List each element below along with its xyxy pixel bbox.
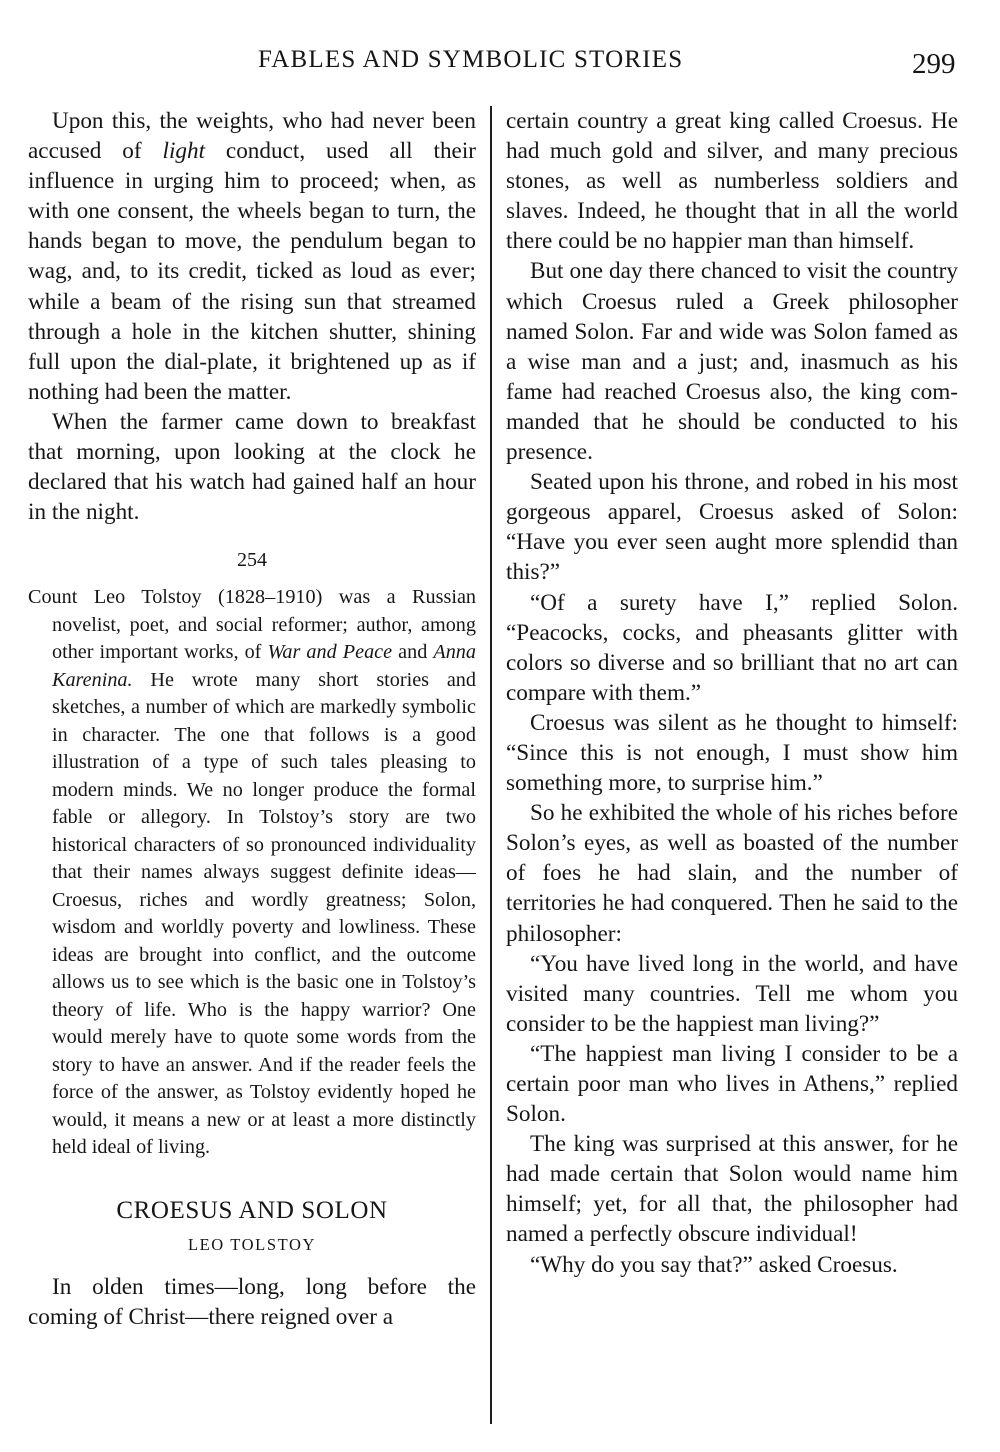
- emphasis-title: Anna Karenina.: [52, 641, 476, 691]
- story-opening: In olden times—long, long before the coming of Christ—there reigned over a: [28, 1274, 476, 1331]
- left-column: [28, 106, 476, 1436]
- paragraph-farmer: When the farmer came down to breakfast that morning, upon looking at the clock he declared that his watch had gained half an hour in the night.: [28, 408, 476, 526]
- paragraph: So he exhibited the whole of his riches before Solon’s eyes, as well as boasted of the number of foes he had slain, and the number of territories he had conquered. Then he said to the philosopher:: [506, 800, 958, 947]
- paragraph: certain country a great king called Croesus. He had much gold and silver, and many precious stones, as well as numberless soldiers and slaves. Indeed, he thought that in all the world there could be no happier man than himself.: [506, 108, 958, 255]
- text-run: and: [392, 641, 434, 664]
- page-header: [0, 46, 1000, 86]
- running-title: FABLES AND SYMBOLIC STORIES: [258, 46, 684, 73]
- right-column: [506, 106, 958, 1436]
- story-title: CROESUS AND SOLON: [116, 1196, 388, 1224]
- paragraph: “Why do you say that?” asked Croesus.: [530, 1251, 898, 1278]
- text-run: Count Leo Tolstoy (1828–1910) was a Russian novelist, poet, and social reformer; author, among other important works, of: [28, 586, 476, 664]
- column-rule: [490, 106, 492, 1424]
- paragraph: “Of a surety have I,” replied Solon. “Peacocks, cocks, and pheasants glitter with colors so diverse and so brilliant that no art can compare with them.”: [506, 589, 958, 706]
- paragraph: “The happiest man living I consider to be a certain poor man who lives in Athens,” replied Solon.: [506, 1040, 958, 1128]
- story-author: LEO TOLSTOY: [187, 1235, 317, 1254]
- page-number: 299: [912, 48, 956, 80]
- paragraph-weights: [28, 106, 476, 407]
- text-run: He wrote many short stories and sketches, a number of which are markedly symbolic in character. The one that follows is a good illustration of a type of such tales pleasing to modern minds. We no longer produce the formal fable or allegory. In Tolstoy’s story are two historical characters of so pronounced individuality that their names always suggest definite ideas—Croesus, riches and wordly greatness; Solon, wisdom and worldly poverty and lowliness. These ideas are brought into conflict, and the outcome allows us to see which is the basic one in Tolstoy’s theory of life. Who is the happy warrior? One would merely have to quote some words from the story to have an answer. And if the reader feels the force of the answer, as Tolstoy evidently hoped he would, it means a new or at least a more distinctly held ideal of living.: [52, 668, 476, 1159]
- section-number: 254: [237, 549, 267, 572]
- paragraph: Seated upon his throne, and robed in his most gorgeous apparel, Croesus asked of Solon: “Have you ever seen aught more splendid than this?”: [506, 469, 958, 586]
- emphasis-light: light: [162, 138, 206, 165]
- paragraph: “You have lived long in the world, and have visited many countries. Tell me whom you consider to be the happiest man living?”: [506, 950, 958, 1037]
- paragraph: But one day there chanced to visit the country which Croesus ruled a Greek philosopher named Solon. Far and wide was Solon famed as a wise man and a just; and, inasmuch as his fame had reached Croesus also, the king commanded that he should be conducted to his presence.: [506, 258, 958, 466]
- paragraph: The king was surprised at this answer, for he had made certain that Solon would name him himself; yet, for all that, the philosopher had named a perfectly obscure individual!: [506, 1131, 958, 1248]
- text-run: Upon this, the weights, who had never been accused of: [28, 108, 476, 165]
- emphasis-title: War and Peace: [267, 641, 393, 664]
- paragraph: Croesus was silent as he thought to himself: “Since this is not enough, I must show him something more, to surprise him.”: [506, 709, 958, 797]
- text-run: conduct, used all their influence in urging him to proceed; when, as with one consent, the wheels began to turn, the hands began to move, the pendulum began to wag, and, to its credit, ticked as loud as ever; while a beam of the rising sun that streamed through a hole in the kitchen shutter, shining full upon the dial-plate, it brightened up as if nothing had been the matter.: [28, 138, 476, 405]
- intro-note: [28, 584, 476, 1162]
